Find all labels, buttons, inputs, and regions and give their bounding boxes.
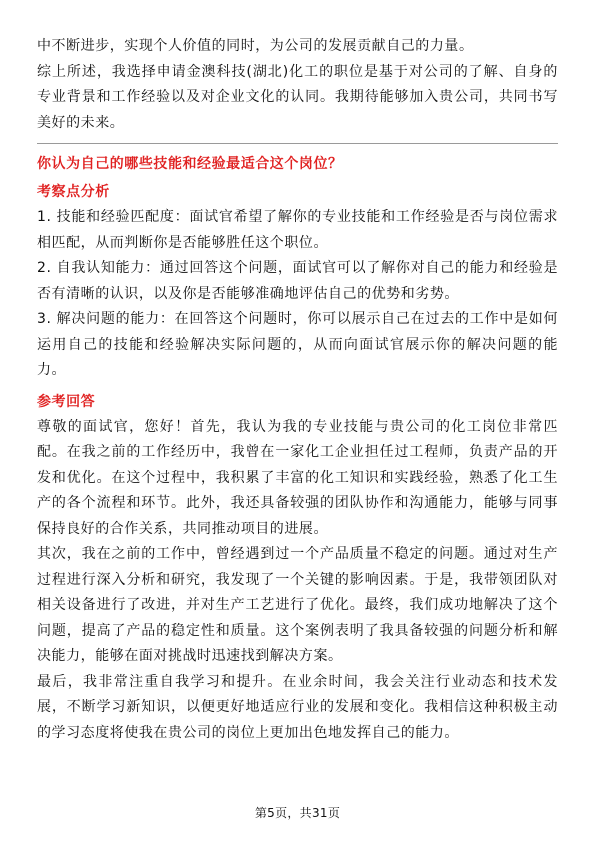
answer-paragraph-3: 最后，我非常注重自我学习和提升。在业余时间，我会关注行业动态和技术发展，不断学习新知识，以便更好地适应行业的发展和变化。我相信这种积极主动的学习态度将使我在贵公司的岗位上更加出色地发挥自己的能力。 — [37, 673, 558, 741]
section-divider — [37, 143, 558, 144]
analysis-heading: 考察点分析 — [37, 184, 110, 200]
answer-paragraph-2: 其次，我在之前的工作中，曾经遇到过一个产品质量不稳定的问题。通过对生产过程进行深入分析和研究，我发现了一个关键的影响因素。于是，我带领团队对相关设备进行了改进，并对生产工艺进行了优化。最终，我们成功地解决了这个问题，提高了产品的稳定性和质量。这个案例表明了我具备较强的问题分析和解决能力，能够在面对挑战时迅速找到解决方案。 — [37, 546, 558, 664]
analysis-item-1: 1. 技能和经验匹配度：面试官希望了解你的专业技能和工作经验是否与岗位需求相匹配，从而判断你是否能够胜任这个职位。 — [37, 209, 558, 251]
question-title: 你认为自己的哪些技能和经验最适合这个岗位？ — [37, 156, 343, 172]
analysis-item-2: 2. 自我认知能力：通过回答这个问题，面试官可以了解你对自己的能力和经验是否有清晰的认识，以及你是否能够准确地评估自己的优势和劣势。 — [37, 260, 558, 302]
answer-paragraph-1: 尊敬的面试官，您好！首先，我认为我的专业技能与贵公司的化工岗位非常匹配。在我之前的工作经历中，我曾在一家化工企业担任过工程师，负责产品的开发和优化。在这个过程中，我积累了丰富的化工知识和实践经验，熟悉了化工生产的各个流程和环节。此外，我还具备较强的团队协作和沟通能力，能够与同事保持良好的合作关系，共同推动项目的进展。 — [37, 418, 558, 537]
page-content — [37, 34, 558, 746]
analysis-item-3: 3. 解决问题的能力：在回答这个问题时，你可以展示自己在过去的工作中是如何运用自己的技能和经验解决实际问题的，从而向面试官展示你的解决问题的能力。 — [37, 311, 558, 378]
intro-paragraph-2: 综上所述，我选择申请金澳科技(湖北)化工的职位是基于对公司的了解、自身的专业背景和工作经验以及对企业文化的认同。我期待能够加入贵公司，共同书写美好的未来。 — [37, 63, 558, 131]
intro-paragraph-1: 中不断进步，实现个人价值的同时，为公司的发展贡献自己的力量。 — [37, 38, 474, 54]
answer-heading: 参考回答 — [37, 393, 96, 410]
page-number-footer: 第5页，共31页 — [254, 806, 341, 820]
